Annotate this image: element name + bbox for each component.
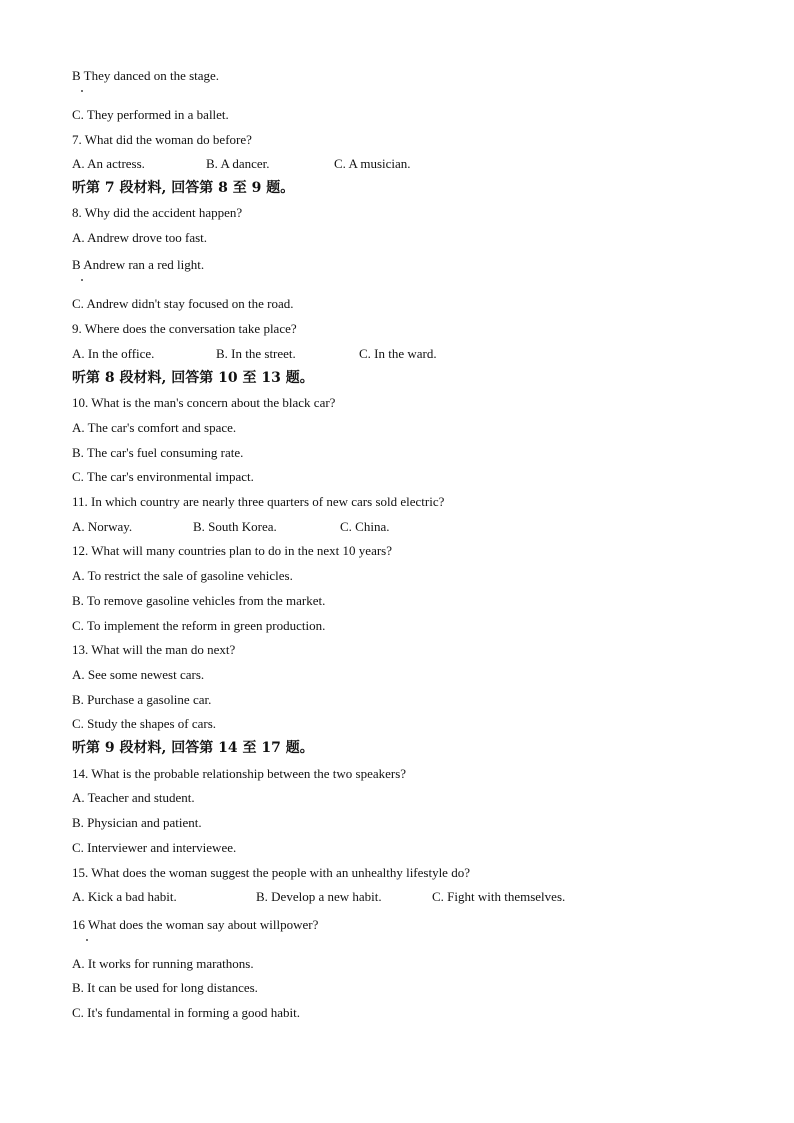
question-15: 15. What does the woman suggest the people with an unhealthy lifestyle do? — [72, 865, 470, 880]
section-heading-9: 听第 9 段材料, 回答第 14 至 17 题。 — [72, 740, 314, 756]
q8-option-a: A. Andrew drove too fast. — [72, 230, 208, 245]
q16-option-a: A. It works for running marathons. — [72, 956, 254, 971]
q10-option-a: A. The car's comfort and space. — [72, 420, 237, 435]
q16-option-c: C. It's fundamental in forming a good habit. — [72, 1005, 300, 1020]
q6-option-c: C. They performed in a ballet. — [72, 107, 229, 122]
q14-option-c: C. Interviewer and interviewee. — [72, 840, 237, 855]
dot-mark — [81, 90, 83, 92]
question-13: 13. What will the man do next? — [72, 642, 236, 657]
dot-mark — [81, 279, 83, 281]
q8-option-c: C. Andrew didn't stay focused on the road. — [72, 296, 294, 311]
q11-option-a: A. Norway. — [72, 519, 133, 534]
q14-option-a: A. Teacher and student. — [72, 790, 195, 805]
question-11: 11. In which country are nearly three quarters of new cars sold electric? — [72, 494, 445, 509]
q9-option-b: B. In the street. — [216, 346, 296, 361]
q9-option-c: C. In the ward. — [359, 346, 437, 361]
q12-option-c: C. To implement the reform in green production. — [72, 618, 326, 633]
question-12: 12. What will many countries plan to do in the next 10 years? — [72, 543, 392, 558]
q11-option-b: B. South Korea. — [193, 519, 277, 534]
q16-option-b: B. It can be used for long distances. — [72, 980, 258, 995]
q13-option-c: C. Study the shapes of cars. — [72, 716, 217, 731]
question-9: 9. Where does the conversation take place? — [72, 321, 297, 336]
question-8: 8. Why did the accident happen? — [72, 205, 243, 220]
q15-option-c: C. Fight with themselves. — [432, 889, 566, 904]
q13-option-a: A. See some newest cars. — [72, 667, 205, 682]
q14-option-b: B. Physician and patient. — [72, 815, 202, 830]
q6-option-b: B They danced on the stage. — [72, 68, 220, 83]
section-heading-8: 听第 8 段材料, 回答第 10 至 13 题。 — [72, 370, 314, 386]
q11-option-c: C. China. — [340, 519, 390, 534]
question-7: 7. What did the woman do before? — [72, 132, 252, 147]
q9-option-a: A. In the office. — [72, 346, 155, 361]
q10-option-c: C. The car's environmental impact. — [72, 469, 254, 484]
q12-option-b: B. To remove gasoline vehicles from the market. — [72, 593, 326, 608]
q8-option-b: B Andrew ran a red light. — [72, 257, 205, 272]
section-heading-7: 听第 7 段材料, 回答第 8 至 9 题。 — [72, 180, 295, 196]
q7-option-b: B. A dancer. — [206, 156, 270, 171]
q15-option-b: B. Develop a new habit. — [256, 889, 382, 904]
q12-option-a: A. To restrict the sale of gasoline vehicles. — [72, 568, 293, 583]
q15-option-a: A. Kick a bad habit. — [72, 889, 177, 904]
q7-option-c: C. A musician. — [334, 156, 411, 171]
question-14: 14. What is the probable relationship between the two speakers? — [72, 766, 407, 781]
dot-mark — [86, 939, 88, 941]
q10-option-b: B. The car's fuel consuming rate. — [72, 445, 244, 460]
question-16: 16 What does the woman say about willpower? — [72, 917, 319, 932]
question-10: 10. What is the man's concern about the black car? — [72, 395, 336, 410]
q7-option-a: A. An actress. — [72, 156, 145, 171]
q13-option-b: B. Purchase a gasoline car. — [72, 692, 212, 707]
